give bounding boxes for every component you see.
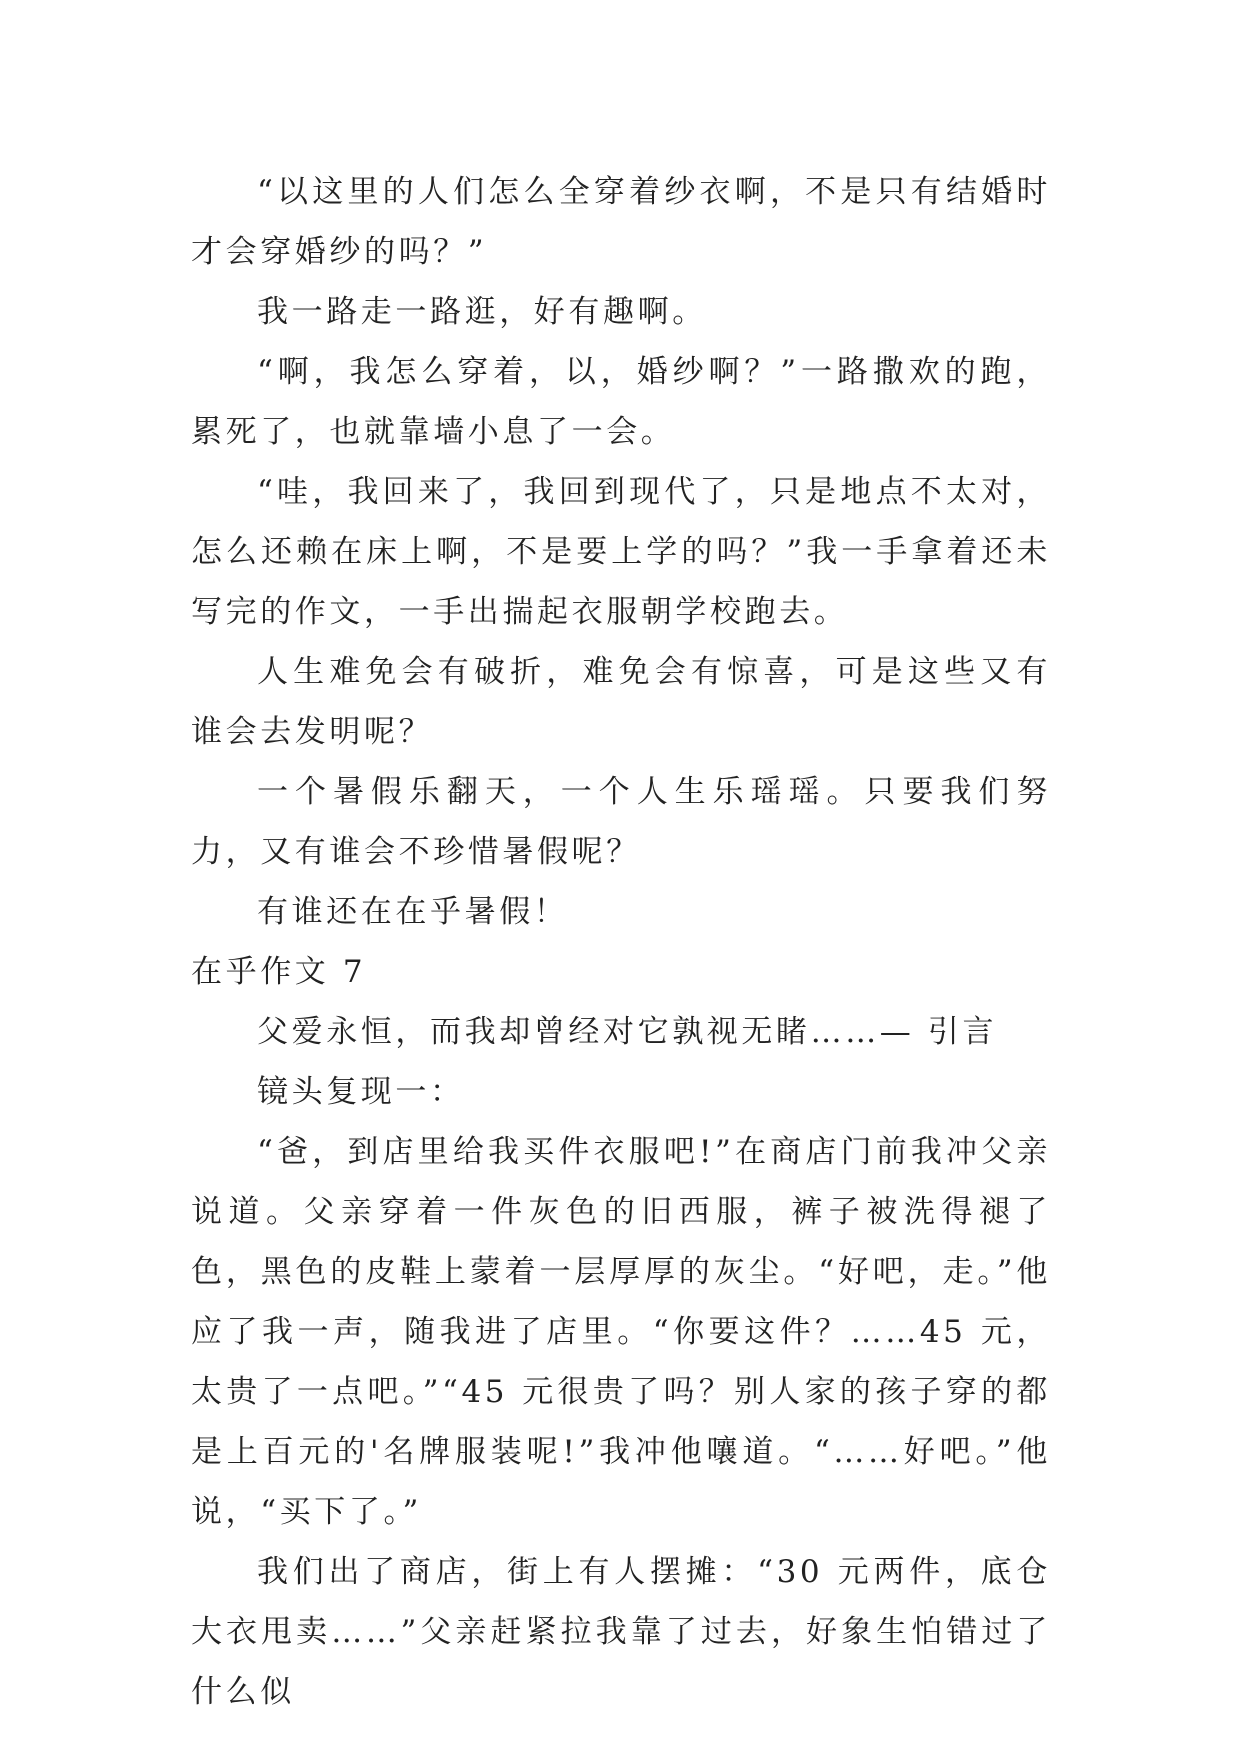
- paragraph: 我一路走一路逛，好有趣啊。: [257, 294, 707, 330]
- paragraph: 我们出了商店，街上有人摆摊：“30 元两件，底仓大衣甩卖……”父亲赶紧拉我靠了过去，好象生怕错过了什么似: [191, 1554, 1051, 1710]
- paragraph: 父爱永恒，而我却曾经对它孰视无睹……— 引言: [257, 1014, 998, 1050]
- paragraph: 人生难免会有破折，难免会有惊喜，可是这些又有谁会去发明呢？: [191, 654, 1051, 750]
- paragraph: “啊，我怎么穿着，以，婚纱啊？”一路撒欢的跑，累死了，也就靠墙小息了一会。: [191, 354, 1051, 450]
- paragraph: “爸，到店里给我买件衣服吧!”在商店门前我冲父亲说道。父亲穿着一件灰色的旧西服，裤子被洗得褪了色，黑色的皮鞋上蒙着一层厚厚的灰尘。“好吧，走。”他应了我一声，随我进了店里。“你要这件？……45 元，太贵了一点吧。”“45 元很贵了吗？别人家的孩子穿的都是上百元的'名牌服装呢!”我冲他嚷道。“……好吧。”他说，“买下了。”: [191, 1134, 1051, 1530]
- document-body: [191, 162, 1051, 1722]
- paragraph: 镜头复现一：: [257, 1074, 465, 1110]
- paragraph: “以这里的人们怎么全穿着纱衣啊，不是只有结婚时才会穿婚纱的吗？”: [191, 174, 1051, 270]
- paragraph: 有谁还在在乎暑假！: [257, 894, 569, 930]
- paragraph: “哇，我回来了，我回到现代了，只是地点不太对，怎么还赖在床上啊，不是要上学的吗？”我一手拿着还未写完的作文，一手出揣起衣服朝学校跑去。: [191, 474, 1051, 630]
- paragraph: 一个暑假乐翻天，一个人生乐瑶瑶。只要我们努力，又有谁会不珍惜暑假呢？: [191, 774, 1051, 870]
- section-title: 在乎作文 7: [191, 954, 367, 990]
